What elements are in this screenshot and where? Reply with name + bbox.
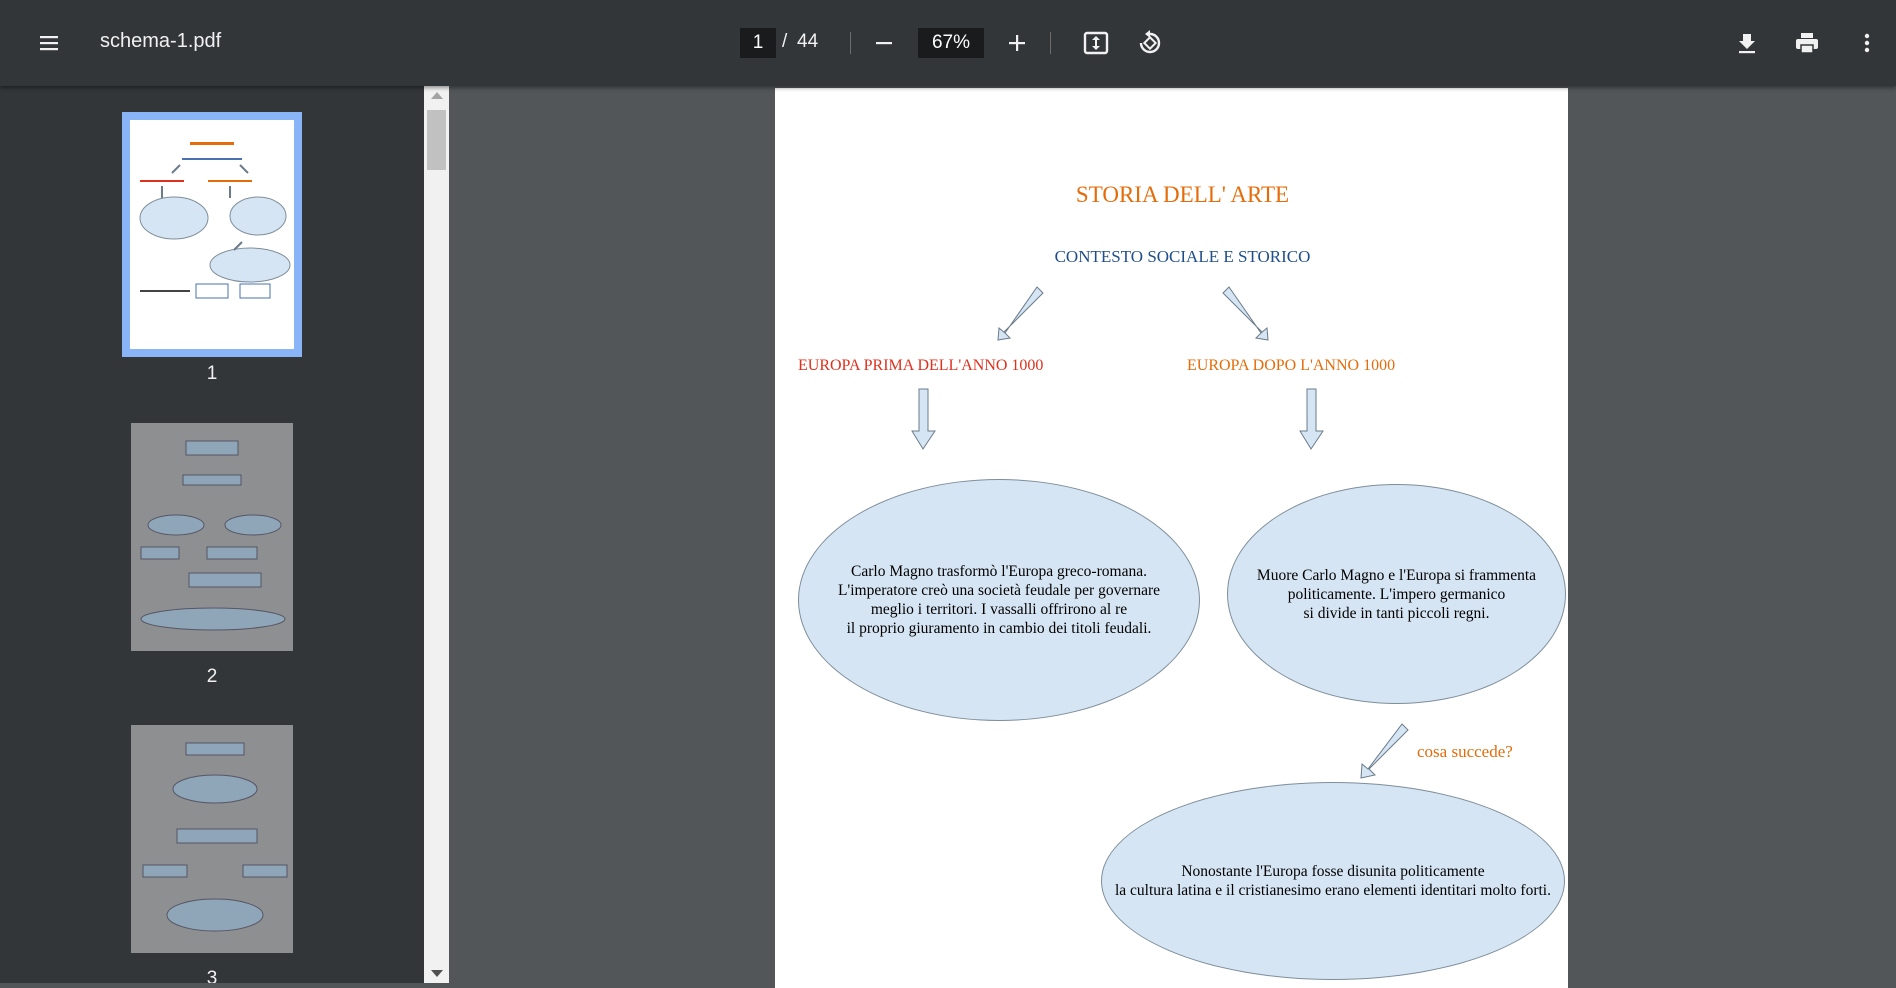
pdf-toolbar — [0, 0, 1896, 86]
document-heading: STORIA DELL' ARTE — [1075, 182, 1290, 207]
ellipse-text-line: politicamente. L'impero germanico — [1287, 585, 1506, 603]
ellipse-text-line: meglio i territori. I vassalli offrirono al re — [870, 601, 1128, 618]
document-subheading: CONTESTO SOCIALE E STORICO — [1054, 247, 1311, 266]
arrow-down-right — [1223, 287, 1268, 340]
sidebar-scrollbar[interactable] — [424, 86, 449, 983]
thumbnail-diagram — [131, 725, 293, 953]
page-thumbnail-1[interactable] — [122, 112, 302, 357]
ellipse-text-line: si divide in tanti piccoli regni. — [1303, 604, 1490, 622]
fit-to-page-icon[interactable] — [1074, 21, 1118, 65]
thumbnail-sidebar — [0, 86, 424, 983]
thumbnail-label-1: 1 — [206, 363, 218, 384]
thumbnail-diagram — [130, 120, 294, 349]
ellipse-text-line: L'imperatore creò una società feudale per governare — [837, 582, 1161, 599]
page-number-input[interactable]: 1 — [740, 28, 776, 58]
zoom-level-input[interactable]: 67% — [918, 28, 984, 58]
more-options-icon[interactable] — [1845, 21, 1889, 65]
arrow-down-left-col — [912, 389, 935, 449]
pdf-page — [775, 88, 1568, 988]
zoom-out-icon[interactable] — [862, 21, 906, 65]
page-total: 44 — [797, 31, 819, 52]
question-label: cosa succede? — [1417, 742, 1513, 761]
arrow-down-right-col — [1300, 389, 1323, 449]
ellipse-text-line: la cultura latina e il cristianesimo erano elementi identitari molto forti. — [1114, 882, 1551, 899]
arrow-down-left — [998, 287, 1043, 340]
document-title: schema-1.pdf — [100, 30, 222, 52]
toolbar-divider — [850, 32, 851, 54]
rotate-icon[interactable] — [1128, 21, 1172, 65]
page-separator: / — [782, 31, 788, 52]
toolbar-divider — [1050, 32, 1051, 54]
print-icon[interactable] — [1785, 21, 1829, 65]
arrow-down-left-question — [1361, 724, 1408, 778]
left-branch-heading: EUROPA PRIMA DELL'ANNO 1000 — [798, 357, 1044, 374]
scroll-up-arrow-icon[interactable] — [431, 92, 443, 99]
ellipse-text-line: il proprio giuramento in cambio dei titoli feudali. — [846, 620, 1152, 637]
menu-icon[interactable] — [27, 21, 71, 65]
right-branch-heading: EUROPA DOPO L'ANNO 1000 — [1187, 357, 1396, 374]
ellipse-text-line: Carlo Magno trasformò l'Europa greco-romana. — [851, 563, 1147, 580]
bottom-ellipse — [1101, 782, 1565, 980]
zoom-in-icon[interactable] — [995, 21, 1039, 65]
right-ellipse — [1227, 484, 1566, 704]
page-thumbnail-3[interactable] — [131, 725, 293, 953]
download-icon[interactable] — [1725, 21, 1769, 65]
thumbnail-diagram — [131, 423, 293, 651]
thumbnail-page-preview — [130, 120, 294, 349]
thumbnail-label-2: 2 — [206, 666, 218, 687]
ellipse-text-line: Muore Carlo Magno e l'Europa si frammenta — [1256, 566, 1537, 584]
ellipse-text-line: Nonostante l'Europa fosse disunita politicamente — [1181, 863, 1485, 880]
thumbnail-label-3: 3 — [206, 968, 218, 983]
page-thumbnail-2[interactable] — [131, 423, 293, 651]
left-ellipse — [798, 479, 1200, 721]
scroll-down-arrow-icon[interactable] — [431, 970, 443, 977]
scrollbar-thumb[interactable] — [427, 110, 446, 170]
